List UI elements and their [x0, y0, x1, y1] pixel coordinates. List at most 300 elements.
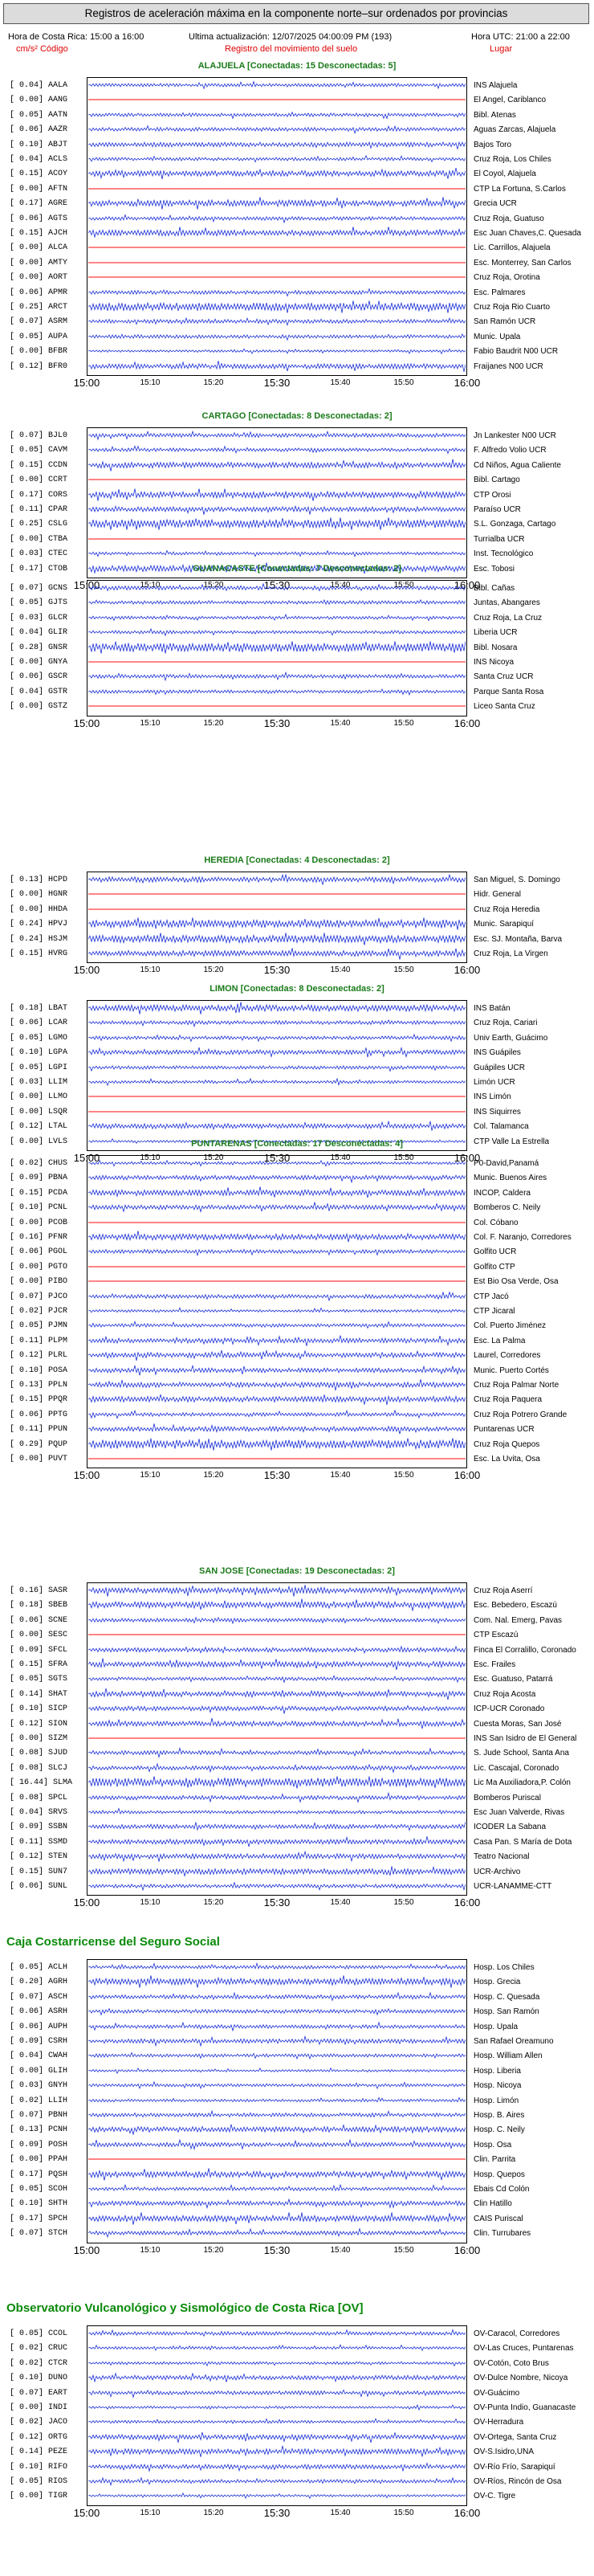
station-row[interactable]	[0, 547, 594, 560]
station-row[interactable]	[0, 271, 594, 284]
station-trace[interactable]	[88, 2138, 466, 2151]
station-row[interactable]	[0, 1880, 594, 1892]
station-row[interactable]	[0, 1275, 594, 1288]
station-trace[interactable]	[88, 933, 466, 945]
station-trace[interactable]	[88, 360, 466, 373]
station-code: [ 0.05] CCOL	[10, 2329, 68, 2338]
units-code-link[interactable]: cm/s² Código	[16, 44, 68, 54]
station-row[interactable]	[0, 947, 594, 960]
station-trace[interactable]	[88, 1231, 466, 1243]
station-trace[interactable]	[88, 153, 466, 165]
time-axis-tick: 15:00	[73, 1896, 100, 1909]
waveform-line	[88, 1176, 466, 1183]
station-row[interactable]	[0, 888, 594, 900]
station-row[interactable]	[0, 93, 594, 106]
station-trace[interactable]	[88, 903, 466, 916]
station-row[interactable]	[0, 1090, 594, 1103]
station-row[interactable]	[0, 197, 594, 210]
station-trace[interactable]	[88, 2431, 466, 2443]
station-trace[interactable]	[88, 626, 466, 639]
station-row[interactable]	[0, 2460, 594, 2473]
station-trace[interactable]	[88, 315, 466, 328]
station-row[interactable]	[0, 2168, 594, 2181]
station-row[interactable]	[0, 2327, 594, 2340]
waveform-line	[88, 2362, 466, 2366]
station-trace[interactable]	[88, 1614, 466, 1627]
station-row[interactable]	[0, 227, 594, 239]
station-trace[interactable]	[88, 888, 466, 900]
station-trace[interactable]	[88, 1393, 466, 1406]
station-row[interactable]	[0, 641, 594, 654]
station-trace[interactable]	[88, 1002, 466, 1014]
station-trace[interactable]	[88, 1688, 466, 1700]
station-trace[interactable]	[88, 2064, 466, 2077]
station-row[interactable]	[0, 2431, 594, 2443]
station-row[interactable]	[0, 1393, 594, 1406]
station-row[interactable]	[0, 2153, 594, 2166]
station-row[interactable]	[0, 1865, 594, 1878]
station-trace[interactable]	[88, 1408, 466, 1421]
station-row[interactable]	[0, 1990, 594, 2003]
station-trace[interactable]	[88, 2153, 466, 2166]
station-trace[interactable]	[88, 685, 466, 698]
station-trace[interactable]	[88, 1598, 466, 1611]
station-row[interactable]	[0, 903, 594, 916]
station-row[interactable]	[0, 459, 594, 472]
waveform-line	[88, 689, 466, 695]
station-row[interactable]	[0, 611, 594, 624]
station-trace[interactable]	[88, 1304, 466, 1317]
station-trace[interactable]	[88, 1961, 466, 1974]
station-row[interactable]	[0, 517, 594, 530]
station-code: [ 0.02] JACO	[10, 2418, 68, 2427]
station-trace[interactable]	[88, 227, 466, 239]
station-row[interactable]	[0, 1628, 594, 1641]
station-trace[interactable]	[88, 1791, 466, 1804]
station-row[interactable]	[0, 2386, 594, 2399]
station-trace[interactable]	[88, 582, 466, 594]
station-trace[interactable]	[88, 1423, 466, 1435]
station-trace[interactable]	[88, 2182, 466, 2195]
station-trace[interactable]	[88, 1438, 466, 1451]
station-row[interactable]	[0, 1105, 594, 1118]
station-row[interactable]	[0, 2401, 594, 2414]
waveform-line	[88, 1047, 466, 1057]
station-trace[interactable]	[88, 1349, 466, 1361]
station-row[interactable]	[0, 670, 594, 683]
waveform-line	[88, 933, 466, 945]
station-row[interactable]	[0, 2049, 594, 2062]
time-axis-tick: 15:40	[330, 718, 351, 728]
waveform-line	[88, 301, 466, 313]
station-trace[interactable]	[88, 286, 466, 299]
station-trace[interactable]	[88, 443, 466, 456]
waveform-line	[88, 1065, 466, 1071]
station-trace[interactable]	[88, 345, 466, 357]
station-trace[interactable]	[88, 429, 466, 442]
station-row[interactable]	[0, 1319, 594, 1332]
station-row[interactable]	[0, 1046, 594, 1059]
station-trace[interactable]	[88, 2327, 466, 2340]
time-axis-tick: 15:20	[203, 1153, 224, 1162]
station-trace[interactable]	[88, 2020, 466, 2033]
station-trace[interactable]	[88, 517, 466, 530]
station-trace[interactable]	[88, 2401, 466, 2414]
station-row[interactable]	[0, 315, 594, 328]
station-row[interactable]	[0, 1334, 594, 1347]
station-trace[interactable]	[88, 2445, 466, 2458]
station-row[interactable]	[0, 1762, 594, 1774]
station-row[interactable]	[0, 1186, 594, 1199]
station-code: [ 0.15] HVRG	[10, 949, 68, 958]
station-trace[interactable]	[88, 1061, 466, 1074]
station-row[interactable]	[0, 2035, 594, 2047]
station-trace[interactable]	[88, 1171, 466, 1184]
waveform-line	[88, 2229, 466, 2237]
station-code: [ 0.00] PCOB	[10, 1218, 68, 1227]
station-row[interactable]	[0, 1820, 594, 1833]
station-row[interactable]	[0, 2079, 594, 2092]
station-row[interactable]	[0, 1157, 594, 1170]
station-trace[interactable]	[88, 1732, 466, 1745]
station-row[interactable]	[0, 1672, 594, 1685]
station-trace[interactable]	[88, 1216, 466, 1229]
station-trace[interactable]	[88, 1260, 466, 1273]
station-trace[interactable]	[88, 2475, 466, 2488]
station-trace[interactable]	[88, 1452, 466, 1465]
station-row[interactable]	[0, 1688, 594, 1700]
station-row[interactable]	[0, 2489, 594, 2502]
time-axis-tick: 15:00	[73, 2243, 100, 2256]
station-row[interactable]	[0, 2212, 594, 2225]
station-trace[interactable]	[88, 1364, 466, 1377]
station-trace[interactable]	[88, 1201, 466, 1214]
station-row[interactable]	[0, 473, 594, 486]
station-place: INS Guápiles	[474, 1048, 521, 1058]
station-row[interactable]	[0, 2123, 594, 2136]
station-trace[interactable]	[88, 2227, 466, 2239]
station-row[interactable]	[0, 2357, 594, 2370]
station-trace[interactable]	[88, 1865, 466, 1878]
station-row[interactable]	[0, 1776, 594, 1789]
station-trace[interactable]	[88, 108, 466, 121]
waveform-line	[88, 1186, 466, 1198]
station-trace[interactable]	[88, 1275, 466, 1288]
station-trace[interactable]	[88, 547, 466, 560]
station-trace[interactable]	[88, 473, 466, 486]
station-trace[interactable]	[88, 2371, 466, 2384]
station-row[interactable]	[0, 286, 594, 299]
station-row[interactable]	[0, 2475, 594, 2488]
station-trace[interactable]	[88, 655, 466, 668]
station-trace[interactable]	[88, 182, 466, 195]
station-row[interactable]	[0, 2371, 594, 2384]
station-place: Casa Pan. S María de Dota	[474, 1837, 572, 1847]
station-row[interactable]	[0, 2227, 594, 2239]
station-row[interactable]	[0, 582, 594, 594]
station-trace[interactable]	[88, 2049, 466, 2062]
station-place: El Angel, Cariblanco	[474, 96, 547, 105]
station-trace[interactable]	[88, 1334, 466, 1347]
time-axis-tick: 16:00	[454, 579, 481, 591]
station-trace[interactable]	[88, 1290, 466, 1303]
station-row[interactable]	[0, 1061, 594, 1074]
station-row[interactable]	[0, 360, 594, 373]
station-row[interactable]	[0, 2197, 594, 2210]
station-trace[interactable]	[88, 641, 466, 654]
station-row[interactable]	[0, 330, 594, 343]
station-trace[interactable]	[88, 167, 466, 180]
station-row[interactable]	[0, 2182, 594, 2195]
station-row[interactable]	[0, 2341, 594, 2354]
station-trace[interactable]	[88, 1584, 466, 1597]
station-row[interactable]	[0, 933, 594, 945]
waveform-line	[88, 2345, 466, 2351]
station-trace[interactable]	[88, 1105, 466, 1118]
station-trace[interactable]	[88, 917, 466, 930]
station-row[interactable]	[0, 1076, 594, 1088]
station-row[interactable]	[0, 108, 594, 121]
station-trace[interactable]	[88, 2094, 466, 2107]
station-trace[interactable]	[88, 1031, 466, 1044]
station-row[interactable]	[0, 153, 594, 165]
station-row[interactable]	[0, 300, 594, 313]
station-trace[interactable]	[88, 1990, 466, 2003]
station-row[interactable]	[0, 182, 594, 195]
station-trace[interactable]	[88, 1643, 466, 1656]
station-trace[interactable]	[88, 1186, 466, 1199]
station-trace[interactable]	[88, 1746, 466, 1759]
station-trace[interactable]	[88, 2341, 466, 2354]
station-place: Munic. Puerto Cortés	[474, 1366, 549, 1375]
station-code: [ 0.10] RIFO	[10, 2462, 68, 2472]
station-trace[interactable]	[88, 1319, 466, 1332]
station-trace[interactable]	[88, 1076, 466, 1088]
station-row[interactable]	[0, 596, 594, 609]
station-trace[interactable]	[88, 1628, 466, 1641]
station-trace[interactable]	[88, 700, 466, 712]
station-trace[interactable]	[88, 1806, 466, 1819]
station-row[interactable]	[0, 1378, 594, 1391]
station-code: [ 0.14] SHAT	[10, 1689, 68, 1699]
station-place: Hosp. B. Aires	[474, 2111, 525, 2120]
station-trace[interactable]	[88, 947, 466, 960]
waveform-line	[88, 1250, 466, 1255]
time-axis-tick: 15:20	[203, 965, 224, 975]
station-row[interactable]	[0, 1304, 594, 1317]
ground-motion-record-link[interactable]: Registro del movimiento del suelo	[225, 44, 358, 54]
station-trace[interactable]	[88, 533, 466, 545]
station-trace[interactable]	[88, 79, 466, 92]
station-trace[interactable]	[88, 1090, 466, 1103]
station-trace[interactable]	[88, 1378, 466, 1391]
waveform-line	[88, 641, 466, 653]
station-row[interactable]	[0, 1120, 594, 1133]
station-row[interactable]	[0, 488, 594, 501]
station-row[interactable]	[0, 1850, 594, 1863]
station-trace[interactable]	[88, 2212, 466, 2225]
station-row[interactable]	[0, 1408, 594, 1421]
station-row[interactable]	[0, 1791, 594, 1804]
station-row[interactable]	[0, 1171, 594, 1184]
station-row[interactable]	[0, 2064, 594, 2077]
station-row[interactable]	[0, 2138, 594, 2151]
station-trace[interactable]	[88, 1702, 466, 1715]
station-row[interactable]	[0, 503, 594, 516]
station-trace[interactable]	[88, 1762, 466, 1774]
station-trace[interactable]	[88, 1820, 466, 1833]
station-row[interactable]	[0, 700, 594, 712]
station-trace[interactable]	[88, 1016, 466, 1029]
station-row[interactable]	[0, 1732, 594, 1745]
station-place: Santa Cruz UCR	[474, 672, 534, 682]
station-row[interactable]	[0, 138, 594, 151]
station-row[interactable]	[0, 1806, 594, 1819]
station-row[interactable]	[0, 345, 594, 357]
station-trace[interactable]	[88, 670, 466, 683]
station-trace[interactable]	[88, 138, 466, 151]
station-trace[interactable]	[88, 1658, 466, 1671]
station-row[interactable]	[0, 1717, 594, 1730]
station-trace[interactable]	[88, 873, 466, 886]
station-row[interactable]	[0, 2109, 594, 2121]
station-row[interactable]	[0, 1231, 594, 1243]
place-link[interactable]: Lugar	[490, 44, 513, 54]
station-row[interactable]	[0, 2020, 594, 2033]
station-row[interactable]	[0, 1216, 594, 1229]
station-trace[interactable]	[88, 197, 466, 210]
station-code: [ 0.09] SFCL	[10, 1645, 68, 1655]
station-row[interactable]	[0, 256, 594, 269]
station-row[interactable]	[0, 1702, 594, 1715]
station-trace[interactable]	[88, 2109, 466, 2121]
station-trace[interactable]	[88, 1120, 466, 1133]
station-row[interactable]	[0, 1364, 594, 1377]
station-trace[interactable]	[88, 611, 466, 624]
station-place: Munic. Sarapiquí	[474, 920, 535, 929]
station-row[interactable]	[0, 1201, 594, 1214]
station-row[interactable]	[0, 429, 594, 442]
station-row[interactable]	[0, 1349, 594, 1361]
station-row[interactable]	[0, 655, 594, 668]
station-trace[interactable]	[88, 2168, 466, 2181]
station-trace[interactable]	[88, 596, 466, 609]
station-trace[interactable]	[88, 1835, 466, 1848]
station-trace[interactable]	[88, 2005, 466, 2018]
station-row[interactable]	[0, 1260, 594, 1273]
station-row[interactable]	[0, 1975, 594, 1988]
station-row[interactable]	[0, 873, 594, 886]
waveform-line	[88, 431, 466, 439]
station-row[interactable]	[0, 1584, 594, 1597]
station-trace[interactable]	[88, 2415, 466, 2428]
group-heading: SAN JOSE [Conectadas: 19 Desconectadas: 2]	[199, 1566, 395, 1576]
station-trace[interactable]	[88, 241, 466, 254]
station-code: [ 0.12] ORTG	[10, 2432, 68, 2442]
station-row[interactable]	[0, 1031, 594, 1044]
station-row[interactable]	[0, 1598, 594, 1611]
waveform-line	[88, 2493, 466, 2498]
station-row[interactable]	[0, 167, 594, 180]
station-trace[interactable]	[88, 1880, 466, 1892]
station-place: Esc. Bebedero, Escazú	[474, 1601, 557, 1611]
station-trace[interactable]	[88, 2123, 466, 2136]
station-row[interactable]	[0, 917, 594, 930]
station-row[interactable]	[0, 685, 594, 698]
station-trace[interactable]	[88, 2079, 466, 2092]
station-trace[interactable]	[88, 1717, 466, 1730]
station-row[interactable]	[0, 1614, 594, 1627]
station-trace[interactable]	[88, 2460, 466, 2473]
station-row[interactable]	[0, 2445, 594, 2458]
station-row[interactable]	[0, 241, 594, 254]
station-trace[interactable]	[88, 330, 466, 343]
time-axis-tick: 15:20	[203, 1471, 224, 1480]
station-code: [ 0.06] AGTS	[10, 214, 68, 223]
station-row[interactable]	[0, 626, 594, 639]
station-place: Laurel, Corredores	[474, 1351, 541, 1361]
station-trace[interactable]	[88, 488, 466, 501]
station-row[interactable]	[0, 1835, 594, 1848]
station-row[interactable]	[0, 2005, 594, 2018]
station-row[interactable]	[0, 1961, 594, 1974]
station-row[interactable]	[0, 2094, 594, 2107]
station-trace[interactable]	[88, 1975, 466, 1988]
station-trace[interactable]	[88, 503, 466, 516]
station-trace[interactable]	[88, 300, 466, 313]
station-trace[interactable]	[88, 212, 466, 225]
station-trace[interactable]	[88, 2489, 466, 2502]
station-trace[interactable]	[88, 1672, 466, 1685]
station-trace[interactable]	[88, 93, 466, 106]
station-trace[interactable]	[88, 1776, 466, 1789]
station-code: [ 0.05] CAVM	[10, 446, 68, 455]
station-row[interactable]	[0, 1658, 594, 1671]
station-trace[interactable]	[88, 271, 466, 284]
station-row[interactable]	[0, 1746, 594, 1759]
station-trace[interactable]	[88, 459, 466, 472]
station-trace[interactable]	[88, 1046, 466, 1059]
station-row[interactable]	[0, 1452, 594, 1465]
station-trace[interactable]	[88, 1850, 466, 1863]
station-trace[interactable]	[88, 256, 466, 269]
station-trace[interactable]	[88, 1157, 466, 1170]
station-row[interactable]	[0, 1245, 594, 1258]
station-trace[interactable]	[88, 2197, 466, 2210]
station-code: [ 0.07] EART	[10, 2388, 68, 2398]
station-row[interactable]	[0, 123, 594, 136]
station-row[interactable]	[0, 2415, 594, 2428]
station-row[interactable]	[0, 1002, 594, 1014]
station-row[interactable]	[0, 1016, 594, 1029]
station-row[interactable]	[0, 79, 594, 92]
station-trace[interactable]	[88, 2035, 466, 2047]
station-row[interactable]	[0, 443, 594, 456]
station-row[interactable]	[0, 1423, 594, 1435]
station-row[interactable]	[0, 1438, 594, 1451]
station-trace[interactable]	[88, 123, 466, 136]
time-axis-tick: 15:00	[73, 579, 100, 591]
station-row[interactable]	[0, 1643, 594, 1656]
station-row[interactable]	[0, 533, 594, 545]
station-trace[interactable]	[88, 1245, 466, 1258]
station-row[interactable]	[0, 1290, 594, 1303]
station-code: [ 0.06] AAZR	[10, 125, 68, 135]
station-trace[interactable]	[88, 2357, 466, 2370]
station-trace[interactable]	[88, 2386, 466, 2399]
station-code: [ 0.06] SUNL	[10, 1882, 68, 1891]
station-row[interactable]	[0, 212, 594, 225]
